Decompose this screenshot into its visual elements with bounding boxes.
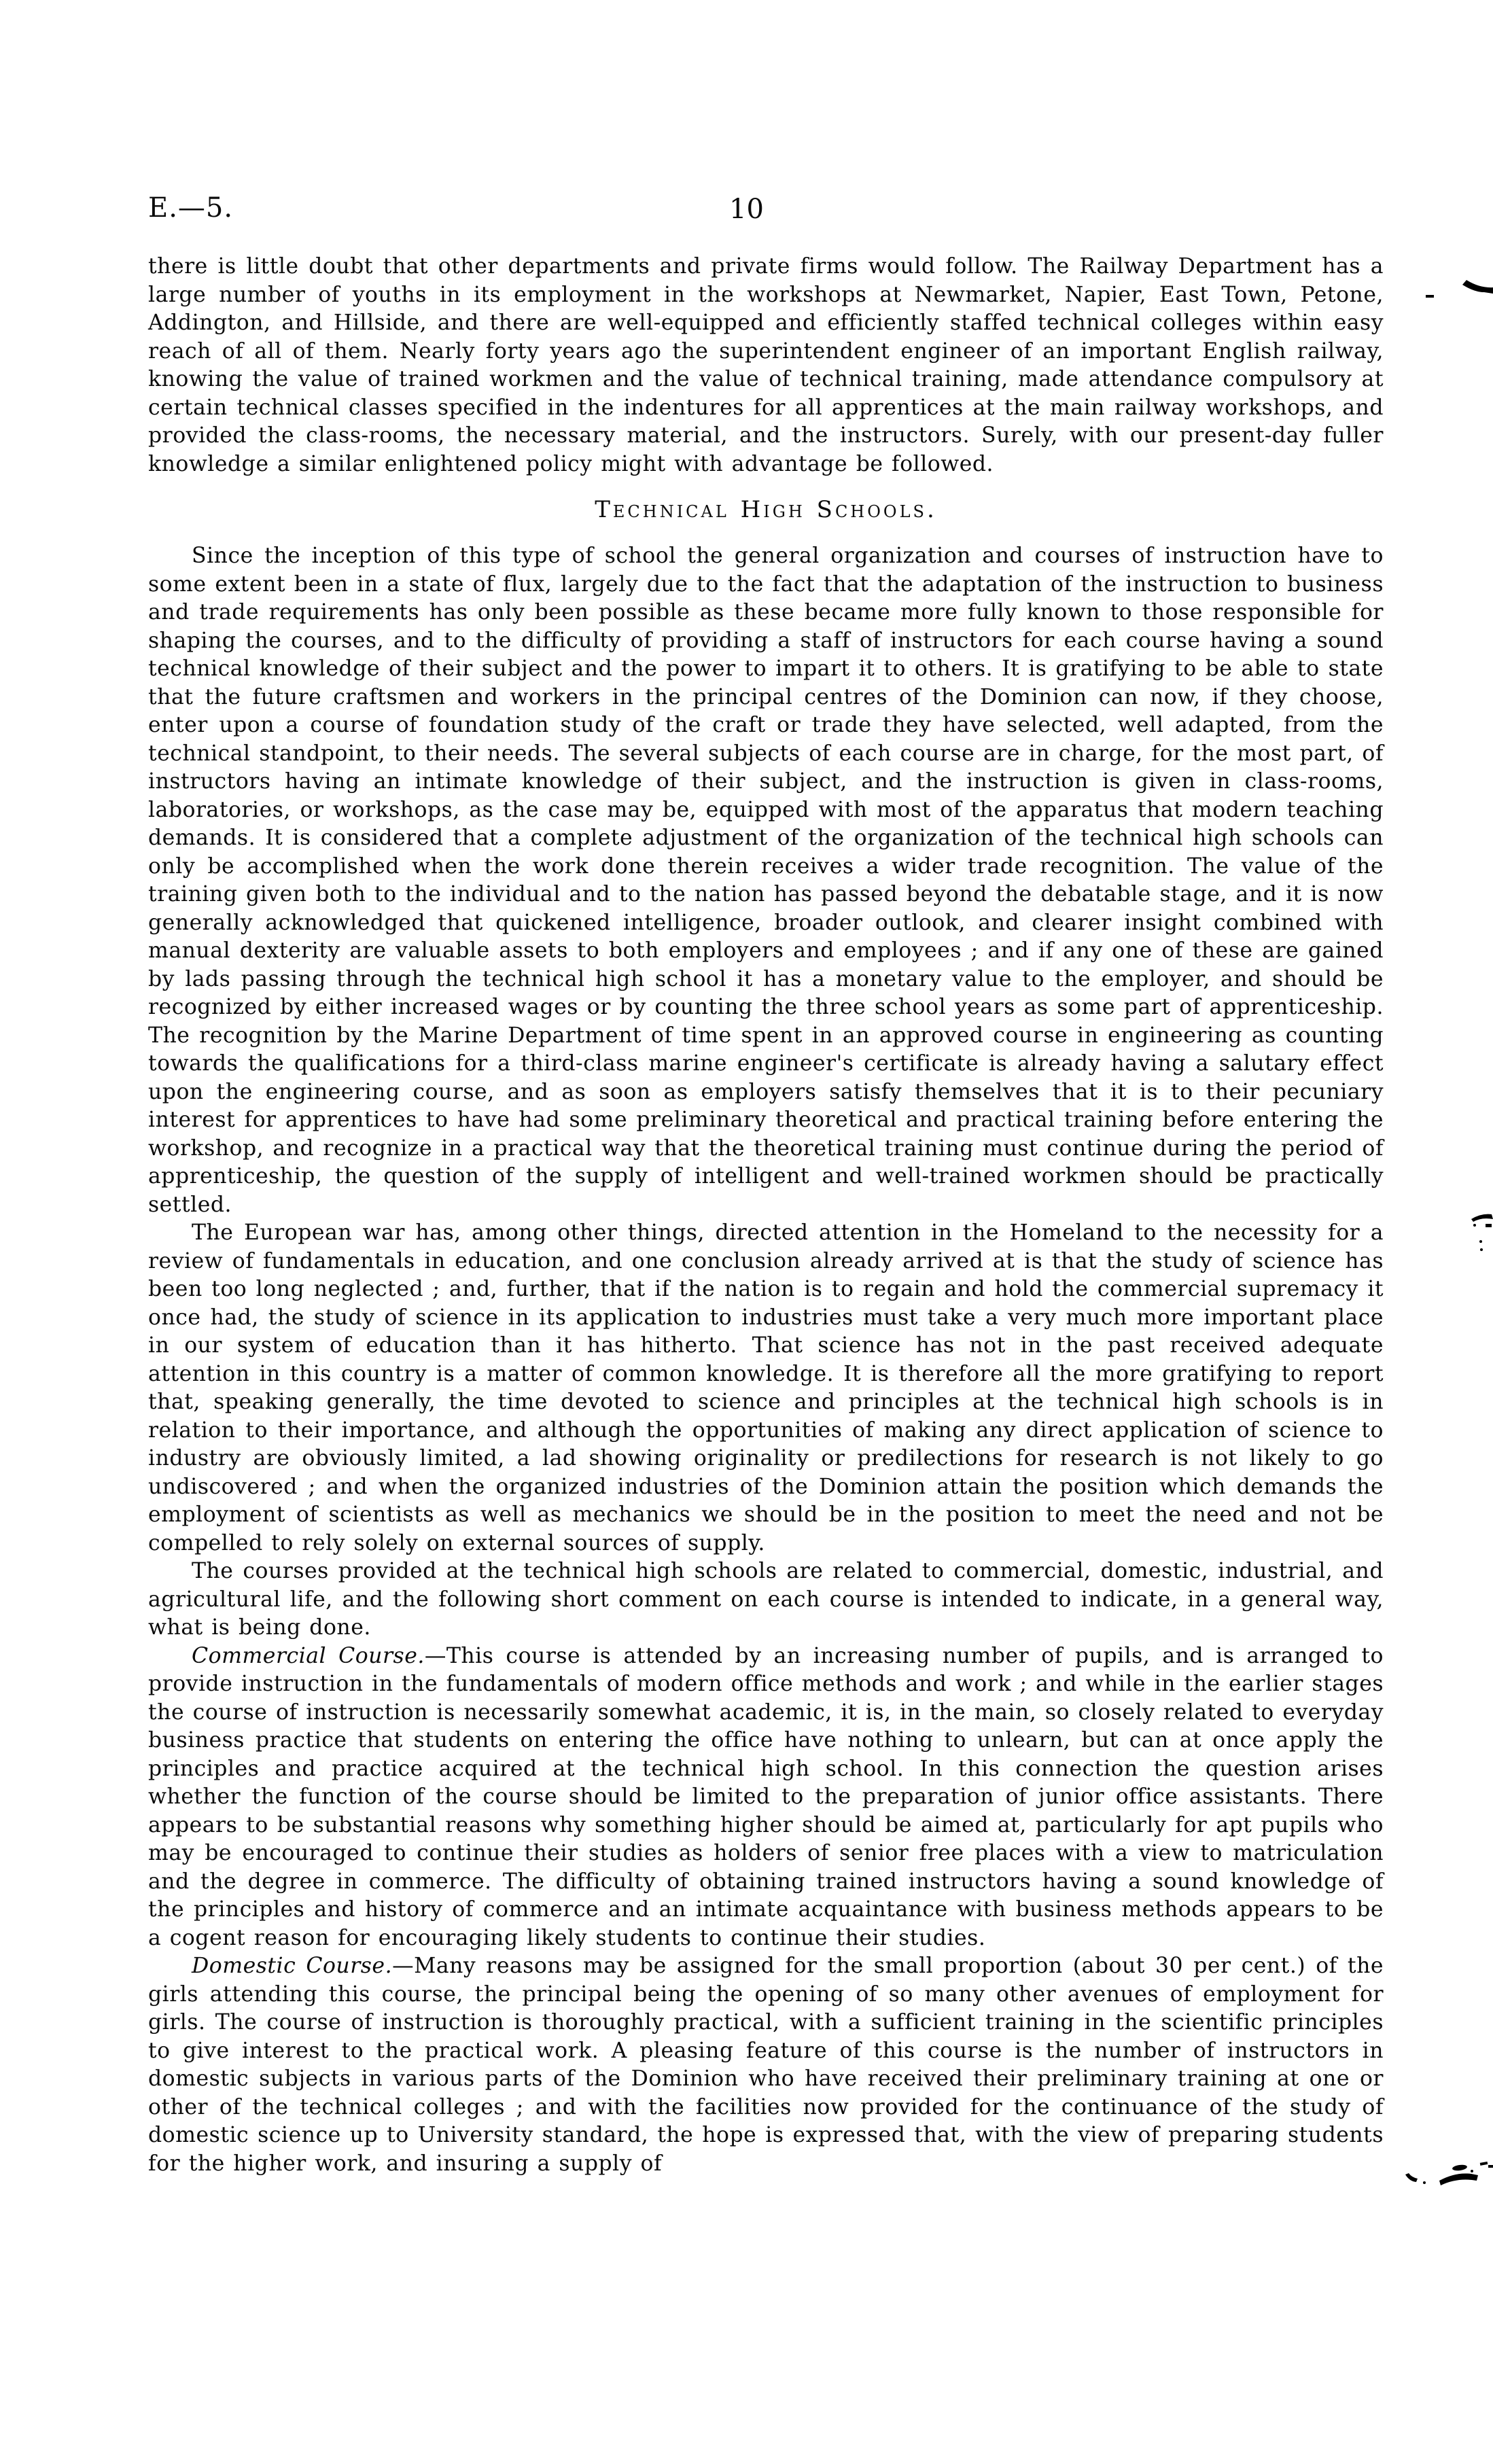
page-body-text <box>148 253 1384 2178</box>
section-heading-technical-high-schools: Technical High Schools. <box>595 496 937 523</box>
domestic-course-lead: Domestic Course. <box>192 1954 393 1978</box>
domestic-course-body: —Many reasons may be assigned for the small proportion (about 30 per cent.) of the girls attending this course, the principal being the opening of so many other avenues of employment for girls. The course of instruction is thoroughly practical, with a sufficient training in the scientific principles to give interest to the practical work. A pleasing feature of this course is the number of instructors in domestic subjects in various parts of the Dominion who have received their preliminary training at one or other of the technical colleges ; and with the facilities now provided for the continuance of the study of domestic science up to University standard, the hope is expressed that, with the view of preparing students for the higher work, and insuring a supply of <box>148 1954 1384 2176</box>
paragraph-organization-and-courses: Since the inception of this type of school the general organization and courses of instruction have to some extent been in a state of flux, largely due to the fact that the adaptation of the instruction to business and trade requirements has only been possible as these became more fully known to those responsible for shaping the courses, and to the difficulty of providing a staff of instructors for each course having a sound technical knowledge of their subject and the power to impart it to others. It is gratifying to be able to state that the future craftsmen and workers in the principal centres of the Dominion can now, if they choose, enter upon a course of foundation study of the craft or trade they have selected, well adapted, from the technical standpoint, to their needs. The several subjects of each course are in charge, for the most part, of instructors having an intimate knowledge of their subject, and the instruction is given in class-rooms, laboratories, or workshops, as the case may be, equipped with most of the apparatus that modern teaching demands. It is considered that a complete adjustment of the organization of the technical high schools can only be accomplished when the work done therein receives a wider trade recognition. The value of the training given both to the individual and to the nation has passed beyond the debatable stage, and it is now generally acknowledged that quickened intelligence, broader outlook, and clearer insight combined with manual dexterity are valuable assets to both employers and employees ; and if any one of these are gained by lads passing through the technical high school it has a monetary value to the employer, and should be recognized by either increased wages or by counting the three school years as some part of apprenticeship. The recognition by the Marine Department of time spent in an approved course in engineering as counting towards the qualifications for a third-class marine engineer's certificate is already having a salutary effect upon the engineering course, and as soon as employers satisfy themselves that it is to their pecuniary interest for apprentices to have had some preliminary theoretical and practical training before entering the workshop, and recognize in a practical way that the theoretical training must continue during the period of apprenticeship, the question of the supply of intelligent and well-trained workmen should be practically settled. <box>148 544 1384 1217</box>
ink-mark-top-right <box>1426 280 1493 298</box>
paragraph-european-war-science: The European war has, among other things, directed attention in the Homeland to the necessity for a review of fundamentals in education, and one conclusion already arrived at is that the study of science has been too long neglected ; and, further, that if the nation is to regain and hold the commercial supremacy it once had, the study of science in its application to industries must take a very much more important place in our system of education than it has hitherto. That science has not in the past received adequate attention in this country is a matter of common knowledge. It is therefore all the more gratifying to report that, speaking generally, the time devoted to science and principles at the technical high schools is in relation to their importance, and although the opportunities of making any direct application of science to industry are obviously limited, a lad showing originality or predilections for research is not likely to go undiscovered ; and when the organized industries of the Dominion attain the position which demands the employment of scientists as well as mechanics we should be in the position to meet the need and not be compelled to rely solely on external sources of supply. <box>148 1220 1384 1555</box>
ink-mark-middle-right <box>1471 1214 1493 1251</box>
paragraph-commercial-course <box>148 1642 1384 1953</box>
paragraph-courses-overview: The courses provided at the technical high schools are related to commercial, domestic, industrial, and agricultural life, and the following short comment on each course is intended to indicate, in a general way, what is being done. <box>148 1559 1384 1640</box>
commercial-course-lead: Commercial Course. <box>192 1643 425 1668</box>
paragraph-railway-continuation: there is little doubt that other departments and private firms would follow. The Railway Department has a large number of youths in its employment in the workshops at Newmarket, Napier, East Town, Petone, Addington, and Hillside, and there are well-equipped and efficiently staffed technical colleges within easy reach of all of them. Nearly forty years ago the superintendent engineer of an important English railway, knowing the value of trained workmen and the value of technical training, made attendance compulsory at certain technical classes specified in the indentures for all apprentices at the main railway workshops, and provided the class-rooms, the necessary material, and the instructors. Surely, with our present-day fuller knowledge a similar enlightened policy might with advantage be followed. <box>148 254 1384 476</box>
page-header <box>0 192 1493 233</box>
document-reference: E.—5. <box>148 192 234 224</box>
paragraph-domestic-course <box>148 1952 1384 2178</box>
commercial-course-body: —This course is attended by an increasing number of pupils, and is arranged to provide instruction in the fundamentals of modern office methods and work ; and while in the earlier stages the course of instruction is necessarily somewhat academic, it is, in the main, so closely related to everyday business practice that students on entering the office have nothing to unlearn, but can at once apply the principles and practice acquired at the technical high school. In this connection the question arises whether the function of the course should be limited to the preparation of junior office assistants. There appears to be substantial reasons why something higher should be aimed at, particularly for apt pupils who may be encouraged to continue their studies as holders of senior free places with a view to matriculation and the degree in commerce. The difficulty of obtaining trained instructors having a sound knowledge of the principles and history of commerce and an intimate acquaintance with business methods appears to be a cogent reason for encouraging likely students to continue their studies. <box>148 1643 1384 1950</box>
page-number: 10 <box>729 194 764 225</box>
ink-mark-bottom-right <box>1405 2162 1493 2185</box>
